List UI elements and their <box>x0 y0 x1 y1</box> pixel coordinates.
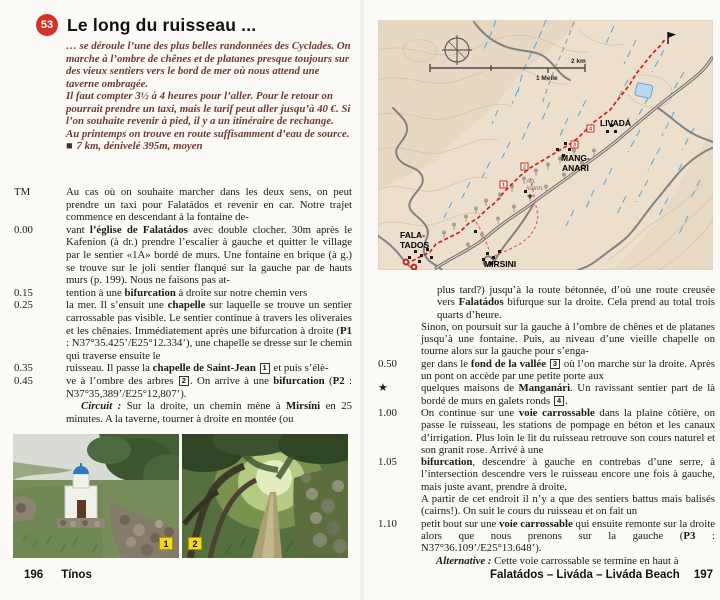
km-marker: 0.50 <box>378 357 397 370</box>
km-marker <box>378 321 421 358</box>
km-marker: 0.45 <box>14 374 33 387</box>
page-number-right: 197 <box>693 569 713 581</box>
route-list-left <box>14 186 352 425</box>
photo-row <box>13 434 348 558</box>
km-marker <box>378 555 421 567</box>
stats-square-icon: ■ <box>66 140 73 152</box>
km-marker: 0.35 <box>14 362 33 375</box>
photo-ref-box: 4 <box>554 396 564 407</box>
route-text: petit bout sur une voie carrossable qui ensuite remonte sur la droite alors que nous prenons sur la gauche (P3 : N37°36.109’/E25°13.648’). <box>421 517 715 555</box>
km-marker: TM <box>14 186 31 198</box>
route-entry <box>378 407 715 456</box>
map-marker-3: 3 <box>572 142 577 149</box>
route-entry <box>378 382 715 407</box>
route-entry <box>378 358 715 383</box>
km-marker <box>378 284 421 321</box>
route-text: A partir de cet endroit il n’y a que des sentiers battus mais balisés (cairns!). On suit le cours du ruisseau et on fait un <box>421 493 715 518</box>
photo-number-badge: 1 <box>159 537 173 550</box>
intro-paragraph: Au printemps on trouve en route suffisamment d’eau de source. <box>66 127 350 140</box>
route-text: ruisseau. Il passe la chapelle de Saint-Jean 1 et puis s’élè- <box>66 362 329 375</box>
route-text: plus tard?) jusqu’à la route bétonnée, d’où une route creusée vers Falatádos bifurque sur la droite. Cela prend au total trois quarts d’heure. <box>437 284 716 321</box>
hike-intro <box>66 40 352 153</box>
route-entry <box>378 321 715 358</box>
scale-km-label: 2 km <box>571 58 586 65</box>
route-text: Alternative : Cette voie carrossable se termine en haut à <box>436 554 679 567</box>
page-gutter <box>359 0 365 600</box>
map-label-falatados-1: FALA- <box>400 230 426 240</box>
footer-left <box>24 569 92 581</box>
route-text: la mer. Il s’ensuit une chapelle sur laquelle se trouve un sentier carrossable pas visible. Le sentier continue à travers les oliveraies et les chênaies. Immédiatement après une bifurcation à droite (P1 : N37°35.425’/E25°12.334’), une chapelle se dresse sur le chemin qui traverse ensuite le <box>66 299 353 362</box>
footer-region: Tínos <box>61 569 92 581</box>
route-entry <box>14 400 352 425</box>
map-label-chapel-2: Ioann. <box>526 185 545 192</box>
photo-ref-box: 3 <box>550 359 560 370</box>
intro-paragraph: Il faut compter 3½ à 4 heures pour l’aller. Pour le retour on pourrait prendre un taxi, mais le tarif peut aller jusqu’à 40 €. Si l’on souhaite revenir à pied, il y a un itinéraire de rechange. <box>66 90 351 127</box>
map-label-chapel-1: Ag. <box>526 178 536 185</box>
route-text: Sinon, on poursuit sur la gauche à l’ombre de chênes et de platanes jusqu’à une fontaine. Puis, au niveau d’une vieille chapelle on tourne alors sur la gauche pour s’enga- <box>421 320 715 358</box>
route-text: vant l’église de Falatádos avec double clocher. 30m après le Kafeníon (à dr.) prendre l’escalier à gauche et quitter le village par le sentier «1A» bordé de murs. Une fontaine en brique (à g.) se trouve sur le joli sentier flanqué sur la gauche par de hauts murs (p. 199). Nous ne faisons pas at- <box>66 223 353 287</box>
topo-map-image <box>378 20 713 270</box>
km-marker: 0.15 <box>14 286 33 299</box>
photo-path <box>182 434 348 558</box>
km-marker: 0.00 <box>14 223 33 236</box>
footer-right <box>490 569 713 581</box>
km-marker: 1.05 <box>378 456 397 469</box>
route-text: Au cas où on souhaite marcher dans les deux sens, on peut prendre un taxi pour Falatádos et revenir en car. Notre trajet commence en descendant à la fontaine de- <box>66 186 352 224</box>
page-right <box>363 0 720 600</box>
km-marker: 1.10 <box>378 517 397 530</box>
route-text: Circuit : Sur la droite, un chemin mène à Mirsíni en 25 minutes. A la taverne, tourner à droite en montée (ou <box>66 400 352 425</box>
route-text: ger dans le fond de la vallée 3 où l’on marche sur la droite. Après un pont on accède par une petite porte aux <box>421 357 715 383</box>
route-text: tention à une bifurcation à droite sur notre chemin vers <box>66 286 308 299</box>
route-entry <box>14 224 352 287</box>
map-label-manganari-2: ANARI <box>562 163 589 173</box>
page-number-left: 196 <box>24 569 44 581</box>
intro-paragraph: … se déroule l’une des plus belles randonnées des Cyclades. On marche à l’ombre de chênes et de platanes presque toujours sur des vieux sentiers vers le bord de mer où nous attend une taverne ombragée. <box>66 40 351 90</box>
km-marker <box>14 400 66 425</box>
km-marker <box>378 493 421 518</box>
route-text: bifurcation, descendre à gauche en contrebas d’une serre, à l’intersection descendre vers le ruisseau encore une fois à gauche, mais juste avant, prendre à droite. <box>421 456 715 493</box>
map-label-falatados-2: TADOS <box>400 240 430 250</box>
map-label-mirsini: MIRSINI <box>484 259 517 269</box>
route-entry <box>378 284 715 321</box>
route-entry <box>14 375 352 400</box>
route-entry <box>14 362 352 375</box>
photo-path-image <box>182 434 348 558</box>
photo-ref-box: 2 <box>179 376 189 387</box>
photo-number-badge: 2 <box>188 537 202 550</box>
hike-title: Le long du ruisseau ... <box>67 15 257 35</box>
scale-mile-label: 1 Meile <box>536 75 558 82</box>
route-entry <box>378 493 715 518</box>
km-marker: 1.00 <box>378 406 397 419</box>
route-entry <box>378 555 715 567</box>
route-entry <box>14 287 352 300</box>
map-marker-2: 2 <box>522 164 527 171</box>
photo-chapel-image <box>13 434 179 558</box>
photo-ref-box: 1 <box>260 363 270 374</box>
topo-map <box>378 20 713 270</box>
route-text: quelques maisons de Manganári. Un ravissant sentier part de là bordé de murs en galets ronds 4 . <box>421 382 715 407</box>
route-entry <box>14 186 352 224</box>
map-marker-4: 4 <box>588 126 593 133</box>
route-entry <box>378 456 715 493</box>
footer-route-title: Falatádos – Liváda – Liváda Beach <box>489 569 680 581</box>
hike-stats: ■ 7 km, dénivelé 395m, moyen <box>66 140 203 152</box>
map-label-manganari-1: MANG- <box>561 153 590 163</box>
route-text: On continue sur une voie carrossable dans la plaine côtière, on passe le ruisseau, les stations de pompage en béton et les canaux d’irrigation. Plus loin le lit du ruisseau retrouve son cours naturel et son granit rose. Arrivé à une <box>421 406 715 456</box>
photo-chapel <box>13 434 179 558</box>
map-label-livada: LIVADÁ <box>600 118 632 128</box>
map-marker-1: 1 <box>501 182 506 189</box>
route-entry <box>14 299 352 362</box>
route-entry <box>378 518 715 555</box>
route-text: ve à l’ombre des arbres 2 . On arrive à une bifurcation (P2 : N37°35,389’/E25°12,807’). <box>66 374 352 400</box>
hike-header <box>36 14 256 36</box>
route-list-right <box>378 284 715 567</box>
km-marker: 0.25 <box>14 299 33 312</box>
km-marker: ★ <box>378 382 388 395</box>
hike-number-badge: 53 <box>36 14 58 36</box>
